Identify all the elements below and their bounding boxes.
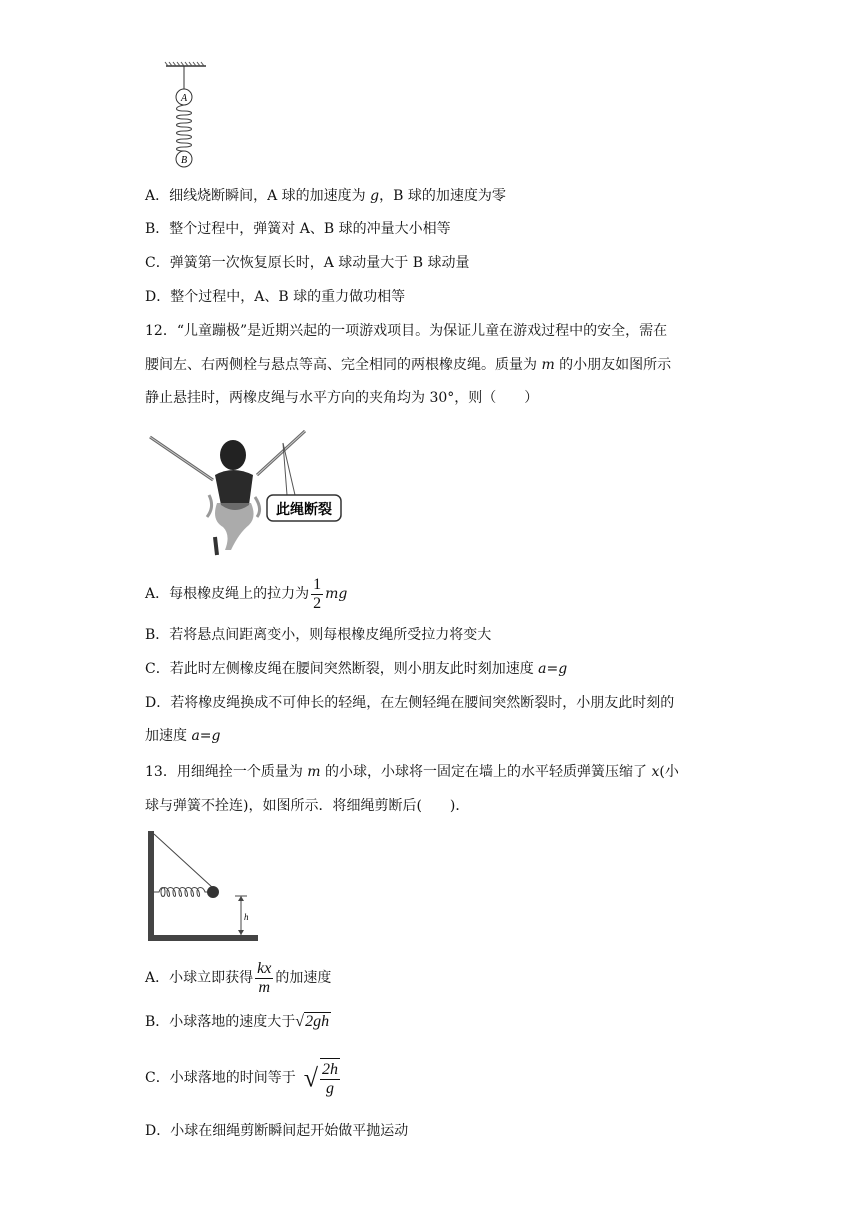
q13-option-b: B．小球落地的速度大于√2gh bbox=[145, 1013, 330, 1030]
q13-option-a: A．小球立即获得 $\frac{kx}{m}$ 的加速度 bbox=[145, 959, 332, 996]
q11-option-a: A．细线烧断瞬间，A 球的加速度为 g，B 球的加速度为零 bbox=[145, 188, 506, 204]
q13-option-c: C．小球落地的时间等于 √ $\frac{2h}{g}$ bbox=[145, 1055, 342, 1101]
fraction-one-half: $\frac{1}{2}$ bbox=[313, 575, 322, 612]
string bbox=[154, 834, 213, 888]
q12-option-a: A．每根橡皮绳上的拉力为 $\frac{1}{2}$ mg bbox=[145, 575, 348, 612]
sqrt-2gh: √2gh bbox=[295, 1013, 330, 1030]
q13-stem-line1: 13．用细绳拴一个质量为 m 的小球，小球将一固定在墙上的水平轻质弹簧压缩了 x(小 bbox=[145, 764, 679, 780]
q12-option-c: C．若此时左侧橡皮绳在腰间突然断裂，则小朋友此时刻加速度 a=g bbox=[145, 661, 568, 677]
floor bbox=[148, 935, 258, 941]
fraction-kx-over-m: $\frac{kx}{m}$ bbox=[257, 959, 272, 996]
q11-option-b: B．整个过程中，弹簧对 A、B 球的冲量大小相等 bbox=[145, 221, 451, 237]
ball-b-label: B bbox=[180, 155, 188, 166]
sqrt-2h-over-g: √ $\frac{2h}{g}$ bbox=[304, 1055, 342, 1101]
ball bbox=[207, 886, 219, 898]
wall-spring-ball-figure bbox=[145, 828, 265, 944]
q12-option-d-line2: 加速度 a=g bbox=[145, 728, 221, 744]
q12-option-b: B．若将悬点间距离变小，则每根橡皮绳所受拉力将变大 bbox=[145, 627, 492, 643]
q12-stem-line3: 静止悬挂时，两橡皮绳与水平方向的夹角均为 30°，则（ ） bbox=[145, 390, 539, 406]
spring-balls-figure bbox=[160, 60, 220, 175]
ball-a-label: A bbox=[180, 93, 188, 104]
wall bbox=[148, 831, 154, 941]
rope-break-label: 此绳断裂 bbox=[276, 502, 332, 518]
q12-option-d-line1: D．若将橡皮绳换成不可伸长的轻绳，在左侧轻绳在腰间突然断裂时，小朋友此时刻的 bbox=[145, 695, 675, 711]
q13-stem-line2: 球与弹簧不拴连)，如图所示．将细绳剪断后( )． bbox=[145, 798, 470, 814]
q12-stem-line1: 12．“儿童蹦极”是近期兴起的一项游戏项目。为保证儿童在游戏过程中的安全，需在 bbox=[145, 323, 668, 339]
q11-option-c: C．弹簧第一次恢复原长时，A 球动量大于 B 球动量 bbox=[145, 255, 470, 271]
q13-option-d: D．小球在细绳剪断瞬间起开始做平抛运动 bbox=[145, 1123, 409, 1139]
child-head bbox=[220, 440, 246, 470]
height-label: h bbox=[244, 912, 249, 922]
spring-coil bbox=[177, 105, 192, 151]
q12-stem-line2: 腰间左、右两侧栓与悬点等高、完全相同的两根橡皮绳。质量为 m 的小朋友如图所示 bbox=[145, 357, 672, 373]
q11-option-d: D．整个过程中，A、B 球的重力做功相等 bbox=[145, 289, 406, 305]
child-bungee-figure bbox=[145, 425, 345, 557]
spring bbox=[154, 888, 207, 897]
